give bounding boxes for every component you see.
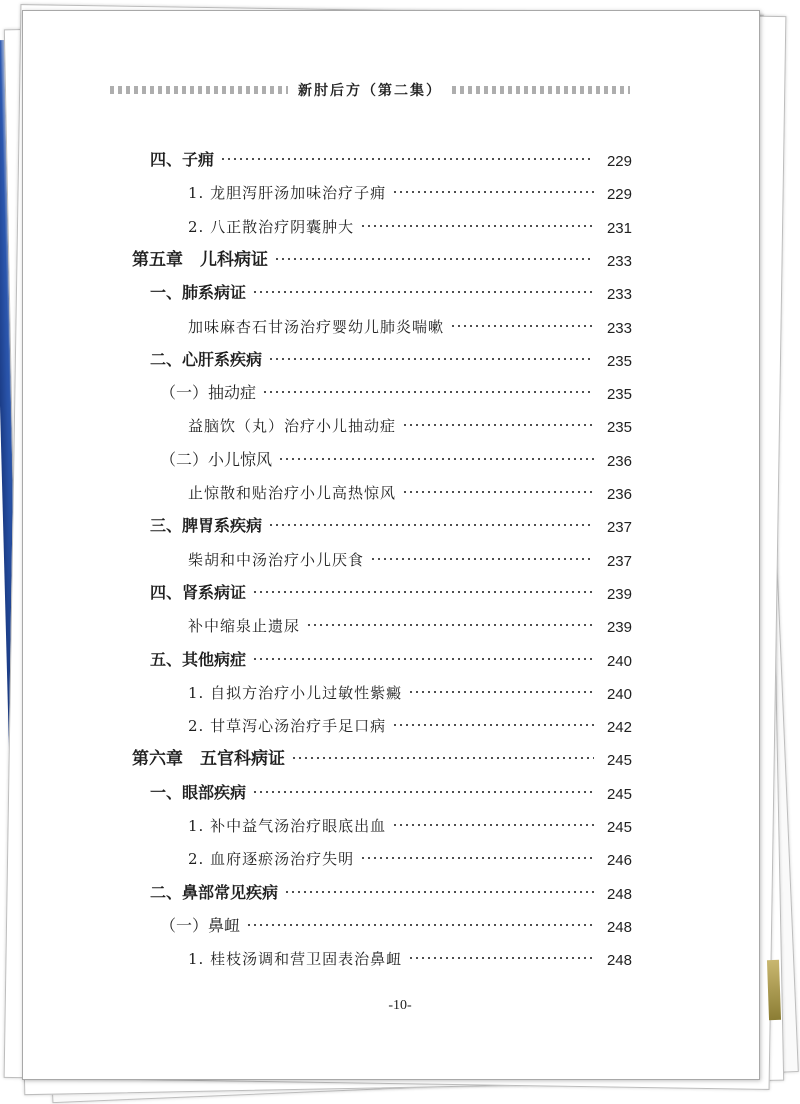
dot-leader	[278, 454, 594, 464]
dot-leader	[291, 753, 594, 763]
toc-entry-page-number: 233	[606, 286, 632, 304]
toc-entry	[188, 806, 632, 836]
header-title: 新肘后方（第二集）	[298, 83, 442, 99]
dot-leader	[408, 687, 594, 697]
dot-leader	[252, 287, 594, 297]
toc-entry-title: 1. 龙胆泻肝汤加味治疗子痈	[188, 184, 387, 203]
toc-entry-page-number: 240	[606, 685, 632, 703]
dot-leader	[252, 654, 594, 664]
dot-leader	[268, 520, 594, 530]
dot-leader	[360, 853, 594, 863]
toc-entry	[160, 906, 632, 936]
toc-entry-page-number: 239	[606, 585, 632, 603]
dot-leader	[450, 321, 594, 331]
toc-entry	[150, 573, 632, 603]
header-ornament-left	[110, 86, 288, 94]
dot-leader	[252, 587, 594, 597]
toc-entry-title: （二）小儿惊风	[160, 449, 273, 469]
dot-leader	[306, 620, 594, 630]
toc-entry-page-number: 236	[606, 452, 632, 470]
toc-entry-page-number: 245	[606, 819, 632, 836]
dot-leader	[220, 154, 594, 164]
toc-entry-page-number: 233	[606, 319, 632, 337]
toc-entry-title: 柴胡和中汤治疗小儿厌食	[188, 550, 365, 569]
toc-entry-title: 1. 自拟方治疗小儿过敏性紫癜	[188, 683, 403, 702]
toc-entry-page-number: 237	[606, 552, 632, 570]
toc-entry	[188, 406, 632, 436]
toc-entry-title: 止惊散和贴治疗小儿高热惊风	[188, 484, 397, 502]
dot-leader	[262, 387, 594, 397]
toc-entry-page-number: 235	[606, 386, 632, 404]
toc-entry	[160, 373, 632, 403]
toc-entry-title: 第五章 儿科病证	[132, 249, 268, 270]
toc-entry-page-number: 246	[606, 852, 632, 870]
toc-entry-page-number: 236	[606, 486, 632, 503]
toc-entry-title: 一、肺系病证	[150, 283, 247, 303]
toc-entry-title: 二、心肝系疾病	[150, 349, 263, 369]
toc-entry	[150, 640, 632, 670]
toc-entry	[188, 173, 632, 203]
toc-entry-title: （一）鼻衄	[160, 915, 241, 935]
toc-entry	[188, 706, 632, 736]
toc-entry	[150, 873, 632, 903]
toc-entry-page-number: 239	[606, 619, 632, 637]
toc-entry-title: 2. 甘草泻心汤治疗手足口病	[188, 717, 387, 736]
toc-entry	[188, 473, 632, 503]
toc-entry-title: 2. 八正散治疗阴囊肿大	[188, 217, 355, 236]
toc-entry	[150, 340, 632, 370]
toc-entry	[188, 207, 632, 237]
toc-entry-title: 第六章 五官科病证	[132, 749, 285, 770]
toc-entry	[188, 673, 632, 703]
toc-entry-title: 2. 血府逐瘀汤治疗失明	[188, 850, 355, 869]
toc-entry	[150, 140, 632, 170]
dot-leader	[360, 221, 594, 231]
dot-leader	[370, 554, 594, 564]
toc-entry-title: 1. 补中益气汤治疗眼底出血	[188, 817, 387, 835]
dot-leader	[392, 820, 594, 830]
toc-entry-page-number: 235	[606, 352, 632, 370]
toc-entry-title: 四、肾系病证	[150, 582, 247, 602]
dot-leader	[392, 720, 594, 730]
running-header	[110, 79, 630, 101]
dot-leader	[246, 920, 594, 930]
toc-entry-page-number: 245	[606, 752, 632, 770]
toc-entry-page-number: 248	[606, 885, 632, 903]
dot-leader	[408, 953, 594, 963]
dot-leader	[274, 254, 594, 264]
toc-entry	[188, 540, 632, 570]
dot-leader	[252, 787, 594, 797]
dot-leader	[392, 187, 594, 197]
toc-entry-title: 补中缩泉止遗尿	[188, 617, 301, 636]
toc-entry-title: 益脑饮（丸）治疗小儿抽动症	[188, 417, 397, 436]
toc-entry-page-number: 248	[606, 952, 632, 970]
toc-entry-page-number: 233	[606, 252, 632, 270]
toc-entry-page-number: 229	[606, 153, 632, 170]
toc-entry	[188, 606, 632, 636]
toc-entry-title: 四、子痈	[150, 150, 215, 169]
toc-entry-title: 五、其他病症	[150, 649, 247, 669]
toc-entry-title: 1. 桂枝汤调和营卫固表治鼻衄	[188, 950, 403, 969]
toc-entry-title: （一）抽动症	[160, 383, 257, 403]
toc-entry-page-number: 245	[606, 785, 632, 803]
header-ornament-right	[452, 86, 630, 94]
toc-entry	[132, 739, 632, 769]
page-number-footer: -10-	[388, 998, 412, 1013]
toc-entry	[188, 307, 632, 337]
toc-entry-title: 二、鼻部常见疾病	[150, 882, 279, 902]
toc-entry-title: 一、眼部疾病	[150, 782, 247, 802]
dot-leader	[268, 354, 594, 364]
toc-entry	[150, 506, 632, 536]
toc-entry-title: 三、脾胃系疾病	[150, 516, 263, 536]
dot-leader	[284, 887, 594, 897]
toc-entry	[132, 240, 632, 270]
toc-entry-page-number: 248	[606, 918, 632, 936]
toc-entry-title: 加味麻杏石甘汤治疗婴幼儿肺炎喘嗽	[188, 317, 445, 336]
dot-leader	[402, 420, 594, 430]
toc-entry	[188, 939, 632, 969]
toc-entry-page-number: 237	[606, 519, 632, 537]
toc-entry	[150, 273, 632, 303]
toc-entry	[150, 773, 632, 803]
toc-entry	[188, 839, 632, 869]
toc-entry-page-number: 231	[606, 219, 632, 237]
dot-leader	[402, 487, 594, 497]
toc-entry-page-number: 240	[606, 652, 632, 670]
toc-entry-page-number: 235	[606, 419, 632, 437]
toc-entry	[160, 440, 632, 470]
toc-entry-page-number: 229	[606, 186, 632, 204]
toc-entry-page-number: 242	[606, 719, 632, 737]
